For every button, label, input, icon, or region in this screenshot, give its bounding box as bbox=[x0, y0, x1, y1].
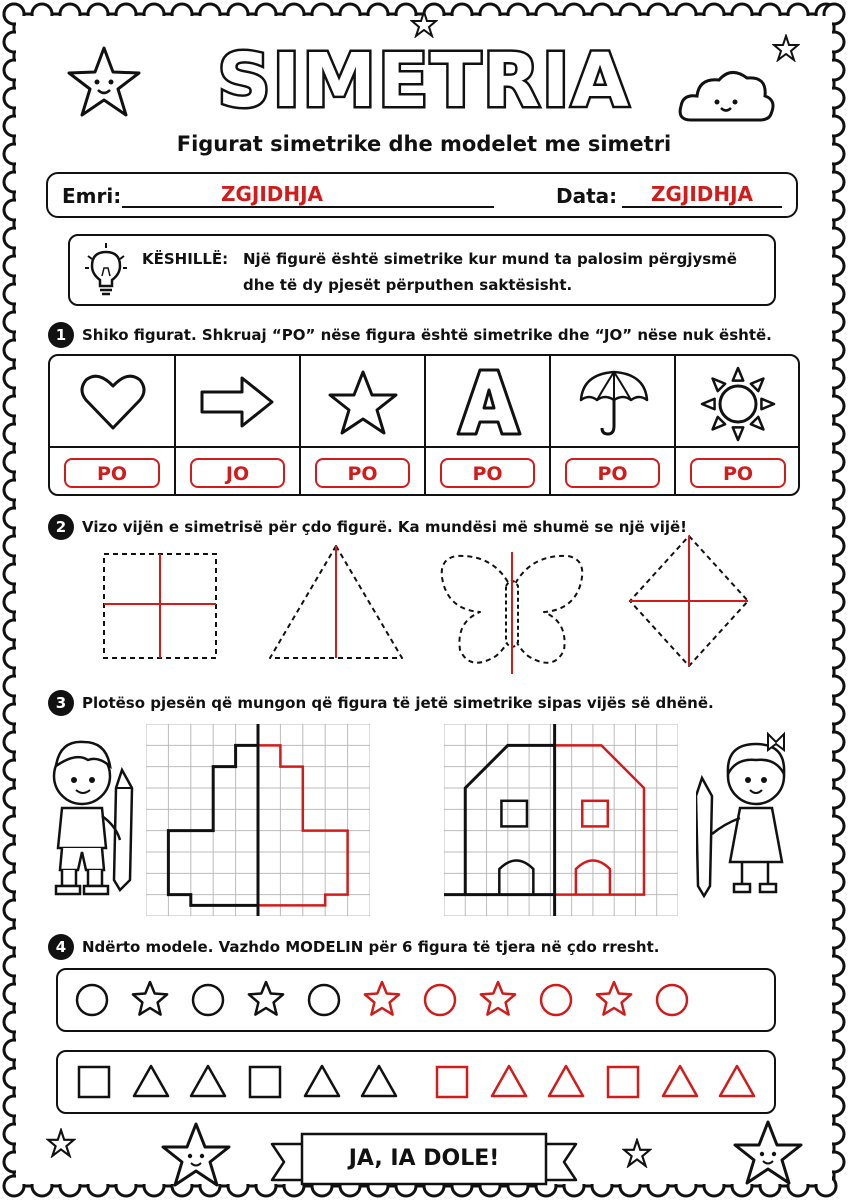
name-label: Emri: bbox=[62, 184, 122, 208]
page-title-wrap bbox=[0, 36, 848, 126]
small-star-icon bbox=[410, 10, 438, 38]
sun-ray bbox=[713, 379, 726, 392]
date-label: Data: bbox=[556, 184, 618, 208]
sun-icon bbox=[698, 364, 778, 444]
rhombus-icon bbox=[626, 532, 752, 670]
triangle-shape bbox=[549, 1066, 583, 1096]
triangle-icon bbox=[266, 540, 406, 664]
star-icon bbox=[327, 368, 399, 436]
sun-ray bbox=[713, 417, 726, 430]
boy-with-pencil-illustration bbox=[40, 730, 140, 900]
square-shape bbox=[608, 1067, 638, 1097]
question-number: 2 bbox=[48, 514, 74, 540]
star-shape bbox=[365, 982, 399, 1015]
triangle-shape bbox=[134, 1066, 168, 1096]
name-value[interactable]: ZGJIDHJA bbox=[220, 182, 324, 206]
circle-shape bbox=[541, 985, 571, 1015]
square-icon bbox=[96, 546, 226, 666]
square-shape bbox=[79, 1067, 109, 1097]
pattern-row-2 bbox=[56, 1050, 776, 1114]
table-cell bbox=[176, 356, 301, 496]
triangle-shape bbox=[663, 1066, 697, 1096]
circle-shape bbox=[77, 985, 107, 1015]
circle-shape bbox=[657, 985, 687, 1015]
question-4-text: Ndërto modele. Vazhdo MODELIN për 6 figura të tjera në çdo rresht. bbox=[82, 938, 660, 956]
arrow-right-icon bbox=[198, 372, 278, 432]
page-subtitle: Figurat simetrike dhe modelet me simetri bbox=[176, 132, 672, 156]
pattern-row-1-shapes bbox=[58, 970, 774, 1030]
page-title: SIMETRIA bbox=[217, 38, 631, 124]
name-line bbox=[122, 206, 494, 208]
table-cell bbox=[50, 356, 176, 496]
sun-ray bbox=[751, 417, 764, 430]
circle-shape bbox=[193, 985, 223, 1015]
sun-ray bbox=[751, 379, 764, 392]
star-shape bbox=[481, 982, 515, 1015]
table-cell bbox=[426, 356, 551, 496]
answer-pill[interactable]: PO bbox=[690, 458, 786, 488]
table-cell bbox=[551, 356, 676, 496]
heart-icon bbox=[78, 370, 148, 434]
date-line bbox=[622, 206, 782, 208]
sun-ray bbox=[733, 427, 743, 440]
sun-ray bbox=[733, 368, 743, 381]
tip-line-2: dhe të dy pjesët përputhen saktësisht. bbox=[243, 276, 573, 294]
grid-puzzle-left bbox=[146, 724, 370, 916]
answer-pill[interactable]: PO bbox=[64, 458, 160, 488]
question-number: 3 bbox=[48, 690, 74, 716]
answer-pill[interactable]: PO bbox=[440, 458, 535, 488]
lightbulb-icon bbox=[84, 242, 128, 298]
girl-with-pencil-illustration bbox=[696, 728, 800, 900]
table-cell bbox=[676, 356, 800, 496]
smiling-star-icon bbox=[732, 1118, 804, 1188]
small-star-icon bbox=[622, 1138, 652, 1168]
banner-text: JA, IA DOLE! bbox=[348, 1146, 500, 1171]
letter-a-icon bbox=[454, 366, 524, 438]
pattern-row-2-shapes bbox=[58, 1052, 774, 1112]
symmetry-table bbox=[48, 354, 800, 496]
square-shape bbox=[250, 1067, 280, 1097]
answer-pill[interactable]: JO bbox=[190, 458, 285, 488]
date-value[interactable]: ZGJIDHJA bbox=[650, 182, 754, 206]
small-star-icon bbox=[46, 1128, 76, 1158]
triangle-shape bbox=[191, 1066, 225, 1096]
circle-shape bbox=[425, 985, 455, 1015]
tip-label: KËSHILLË: bbox=[142, 250, 229, 268]
circle-shape bbox=[309, 985, 339, 1015]
sun-ray bbox=[761, 399, 774, 409]
grid-puzzle-right bbox=[444, 724, 678, 916]
umbrella-icon bbox=[577, 368, 651, 438]
table-cell bbox=[301, 356, 426, 496]
answer-pill[interactable]: PO bbox=[315, 458, 410, 488]
tip-line-1: Një figurë është simetrike kur mund ta palosim përgjysmë bbox=[243, 250, 737, 268]
triangle-shape bbox=[492, 1066, 526, 1096]
sun-ray bbox=[702, 399, 715, 409]
question-2-text: Vizo vijën e simetrisë për çdo figurë. Ka mundësi më shumë se një vijë! bbox=[82, 518, 688, 536]
square-shape bbox=[437, 1067, 467, 1097]
triangle-shape bbox=[720, 1066, 754, 1096]
smiling-star-icon bbox=[160, 1120, 232, 1190]
question-1-text: Shiko figurat. Shkruaj “PO” nëse figura është simetrike dhe “JO” nëse nuk është. bbox=[82, 326, 772, 344]
question-number: 4 bbox=[48, 934, 74, 960]
answer-pill[interactable]: PO bbox=[565, 458, 660, 488]
pattern-row-1 bbox=[56, 968, 776, 1032]
butterfly-icon bbox=[436, 550, 588, 676]
star-shape bbox=[249, 982, 283, 1015]
star-shape bbox=[597, 982, 631, 1015]
triangle-shape bbox=[305, 1066, 339, 1096]
star-shape bbox=[133, 982, 167, 1015]
question-3-text: Plotëso pjesën që mungon që figura të jetë simetrike sipas vijës së dhënë. bbox=[82, 694, 714, 712]
question-number: 1 bbox=[48, 322, 74, 348]
triangle-shape bbox=[362, 1066, 396, 1096]
